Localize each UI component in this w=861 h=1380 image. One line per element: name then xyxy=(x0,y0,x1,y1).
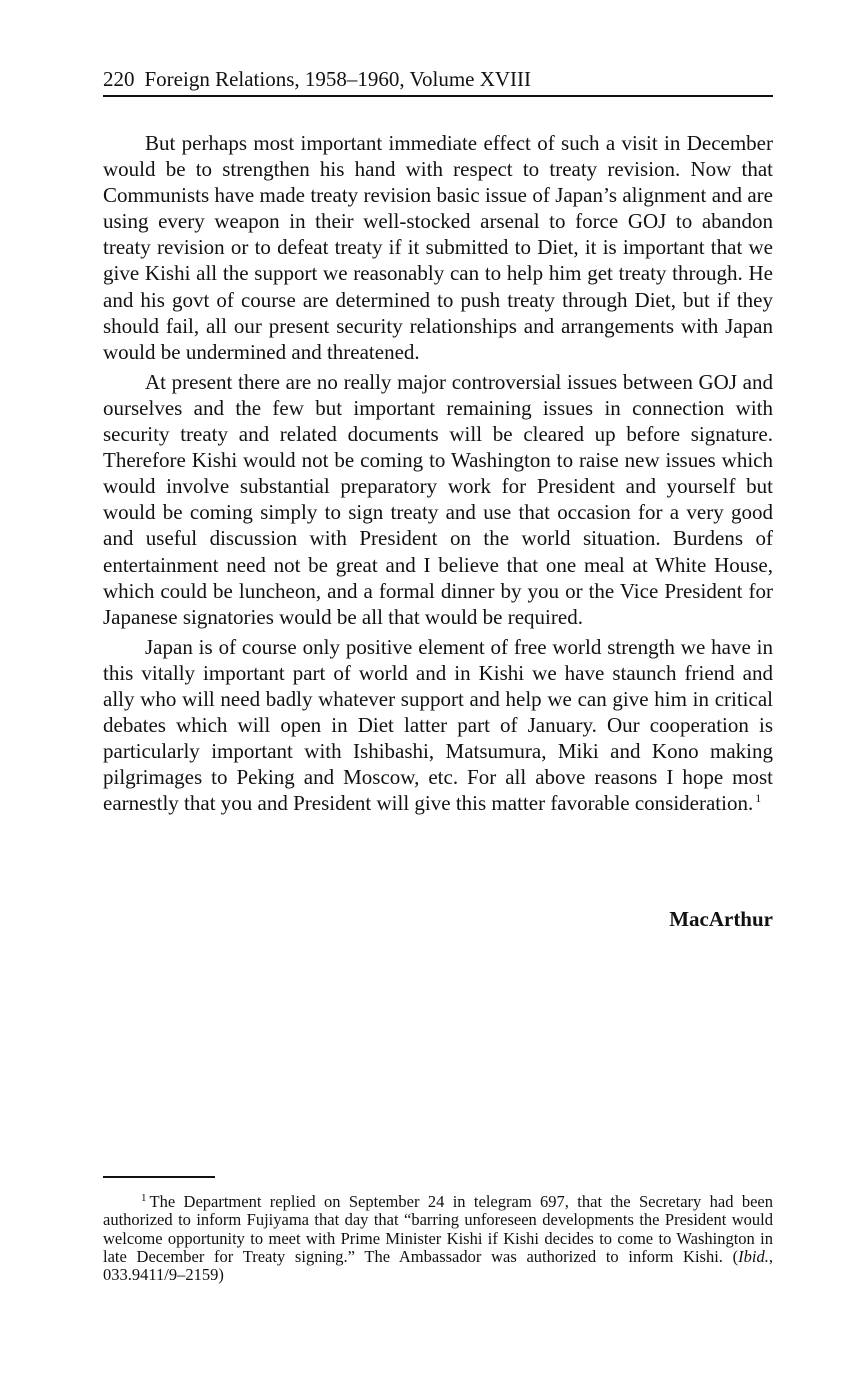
page-number: 220 xyxy=(103,67,135,91)
running-title: Foreign Relations, 1958–1960, Volume XVIII xyxy=(144,67,532,91)
paragraph-2: At present there are no really major controversial issues between GOJ and ourselves and the few but important remaining issues in connection with security treaty and related documents will be cleared up before signature. Therefore Kishi would not be coming to Washington to raise new issues which would involve substantial preparatory work for President and yourself but would be coming simply to sign treaty and use that occasion for a very good and useful discussion with President on the world situation. Burdens of entertainment need not be great and I believe that one meal at White House, which could be luncheon, and a formal dinner by you or the Vice President for Japanese signatories would be all that would be required. xyxy=(103,369,773,629)
footnote-rule xyxy=(103,1176,215,1178)
running-head xyxy=(103,66,773,92)
footnote-reference[interactable]: 1 xyxy=(755,791,762,806)
footnote-text: The Department replied on September 24 in telegram 697, that the Secretary had been authorized to inform Fujiyama that day that “barring unforeseen developments the President would welcome opportunity to meet with Prime Minister Kishi if Kishi decides to come to Washington in late December for Treaty signing.” The Ambassador was authorized to inform Kishi. ( xyxy=(103,1192,773,1266)
main-text xyxy=(103,130,773,820)
paragraph-1: But perhaps most important immediate effect of such a visit in December would be to strengthen his hand with respect to treaty revision. Now that Communists have made treaty revision basic issue of Japan’s alignment and are using every weapon in their well-stocked arsenal to force GOJ to abandon treaty revision or to defeat treaty if it submitted to Diet, it is important that we give Kishi all the support we reasonably can to help him get treaty through. He and his govt of course are determined to push treaty through Diet, but if they should fail, all our present security relationships and arrangements with Japan would be undermined and threatened. xyxy=(103,131,773,364)
signature: MacArthur xyxy=(669,907,773,931)
footnote-ibid: Ibid. xyxy=(738,1246,769,1266)
footnote xyxy=(103,1193,773,1284)
header-rule xyxy=(103,95,773,97)
paragraph-3: Japan is of course only positive element of free world strength we have in this vitally important part of world and in Kishi we have staunch friend and ally who will need badly whatever support and help we can give him in critical debates which will open in Diet latter part of January. Our cooperation is particularly important with Ishibashi, Matsumura, Miki and Kono making pilgrimages to Peking and Moscow, etc. For all above reasons I hope most earnestly that you and President will give this matter favorable consideration. $^1$ xyxy=(103,634,773,816)
footnote-marker: 1 xyxy=(141,1191,147,1204)
footnote-citation: , 033.9411/9–2159) xyxy=(103,1246,773,1285)
